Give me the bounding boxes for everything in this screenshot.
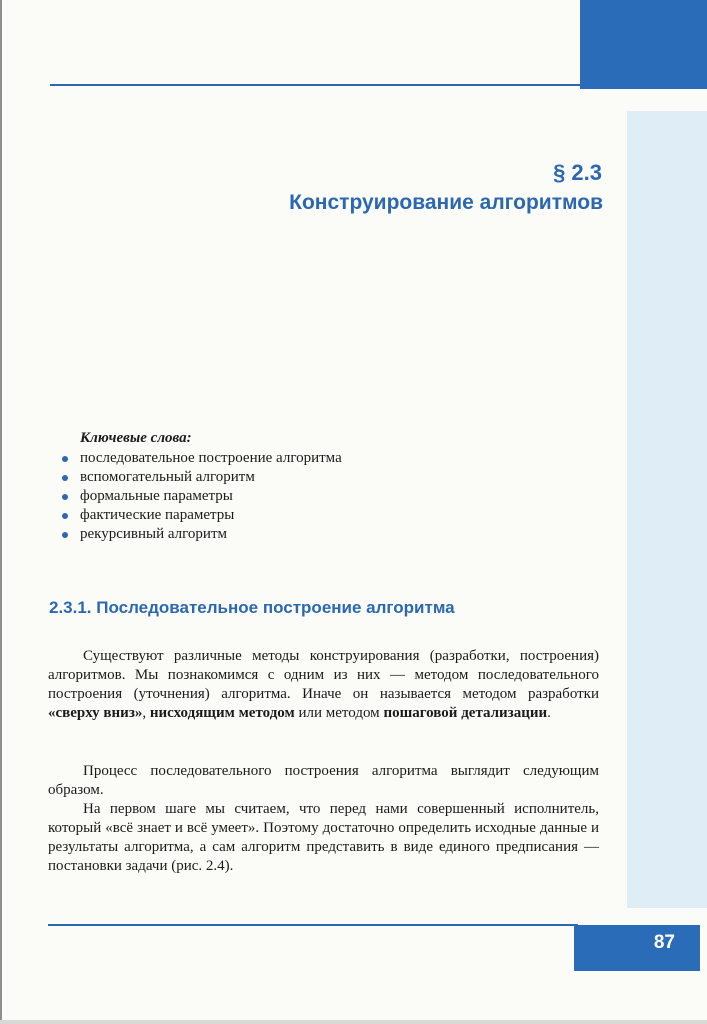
- page-number: 87: [653, 932, 675, 953]
- keyword-item: [62, 449, 582, 468]
- keyword-text: вспомогательный алгоритм: [80, 469, 255, 485]
- bottom-divider-line: [48, 924, 578, 926]
- keywords-heading: Ключевые слова:: [80, 430, 192, 446]
- bullet-icon: [62, 475, 68, 481]
- term-descending-method: нисходящим методом: [149, 705, 295, 721]
- paragraph-text: или методом: [294, 705, 384, 721]
- bullet-icon: [62, 513, 68, 519]
- bottom-page-shadow: [0, 1020, 707, 1024]
- keywords-box: [62, 428, 582, 544]
- keyword-text: последовательное построение алгоритма: [80, 450, 342, 466]
- term-top-down: «сверху вниз»: [48, 705, 143, 721]
- bullet-icon: [62, 456, 68, 462]
- keyword-item: [62, 506, 582, 525]
- paragraph-text: .: [547, 705, 551, 721]
- keyword-text: фактические параметры: [80, 507, 235, 523]
- side-light-band: [627, 111, 707, 908]
- section-title: Конструирование алгоритмов: [289, 191, 603, 214]
- keywords-list: [62, 449, 582, 544]
- paragraph-first-step: На первом шаге мы считаем, что перед нами совершенный исполнитель, который «всё знает и всё умеет». Поэтому достаточно определить исходные данные и результаты алгоритма, а сам алгоритм представить в виде единого предписания — постановки задачи (рис. 2.4).: [48, 801, 599, 874]
- paragraph-methods: [48, 647, 599, 723]
- subsection-title: 2.3.1. Последовательное построение алгоритма: [49, 598, 455, 617]
- paragraph-process: Процесс последовательного построения алгоритма выглядит следующим образом.: [48, 763, 599, 798]
- paragraph-text: ,: [142, 705, 150, 721]
- top-divider-line: [50, 84, 580, 86]
- keyword-item: [62, 487, 582, 506]
- bullet-icon: [62, 532, 68, 538]
- term-stepwise-refinement: пошаговой детализации: [383, 705, 548, 721]
- page-edge: [0, 0, 2, 1024]
- keyword-text: рекурсивный алгоритм: [80, 526, 228, 542]
- top-blue-block: [580, 0, 707, 89]
- keyword-item: [62, 525, 582, 544]
- section-number: § 2.3: [553, 160, 602, 185]
- keyword-item: [62, 468, 582, 487]
- paragraph-text: Существуют различные методы конструирования (разработки, построения) алгоритмов. Мы познакомимся с одним из них — методом последовательного построения (уточнения) алгоритма. Иначе он называется методом разработки: [48, 648, 599, 702]
- keyword-text: формальные параметры: [80, 488, 233, 504]
- bullet-icon: [62, 494, 68, 500]
